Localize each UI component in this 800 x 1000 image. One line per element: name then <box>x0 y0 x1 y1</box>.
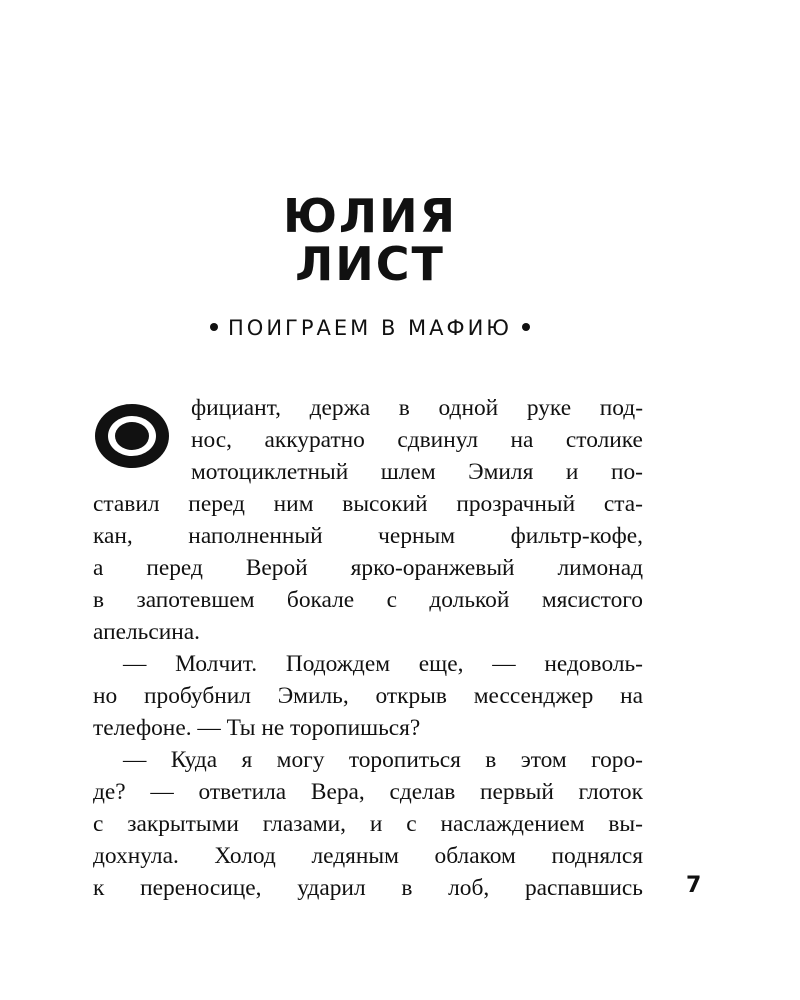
text-line: ставил перед ним высокий прозрачный ста- <box>93 491 643 517</box>
text-line: апельсина. <box>93 619 200 645</box>
text-line: кан, наполненный черным фильтр-кофе, <box>93 523 643 549</box>
series-title-row <box>0 314 740 342</box>
paragraph-1 <box>93 488 643 648</box>
text-line: в запотевшем бокале с долькой мясистого <box>93 587 643 613</box>
author-first-name: ЮЛИЯ <box>282 189 458 243</box>
series-title: ПОИГРАЕМ В МАФИЮ <box>228 316 512 340</box>
text-line: мотоциклетный шлем Эмиля и по- <box>191 459 643 485</box>
text-line: фициант, держа в одной руке под- <box>191 395 643 421</box>
text-line: а перед Верой ярко-оранжевый лимонад <box>93 555 643 581</box>
text-line: но пробубнил Эмиль, открыв мессенджер на <box>93 683 643 709</box>
text-line: нос, аккуратно сдвинул на столике <box>191 427 643 453</box>
bullet-icon <box>210 323 218 331</box>
page-number: 7 <box>686 873 702 898</box>
text-line: дохнула. Холод ледяным облаком поднялся <box>93 843 643 869</box>
text-line: — Куда я могу торопиться в этом горо- <box>123 747 643 773</box>
text-line: — Молчит. Подождем еще, — недоволь- <box>123 651 643 677</box>
text-line: де? — ответила Вера, сделав первый глоток <box>93 779 643 805</box>
paragraph-2 <box>93 648 643 744</box>
text-line: к переносице, ударил в лоб, распавшись <box>93 875 643 901</box>
text-line: телефоне. — Ты не торопишься? <box>93 715 421 741</box>
paragraph-1-indented <box>191 392 643 488</box>
drop-cap-o <box>93 402 171 470</box>
paragraph-3 <box>93 744 643 904</box>
text-line: с закрытыми глазами, и с наслаждением вы- <box>93 811 643 837</box>
author-last-name: ЛИСТ <box>295 237 445 291</box>
bullet-icon <box>522 323 530 331</box>
